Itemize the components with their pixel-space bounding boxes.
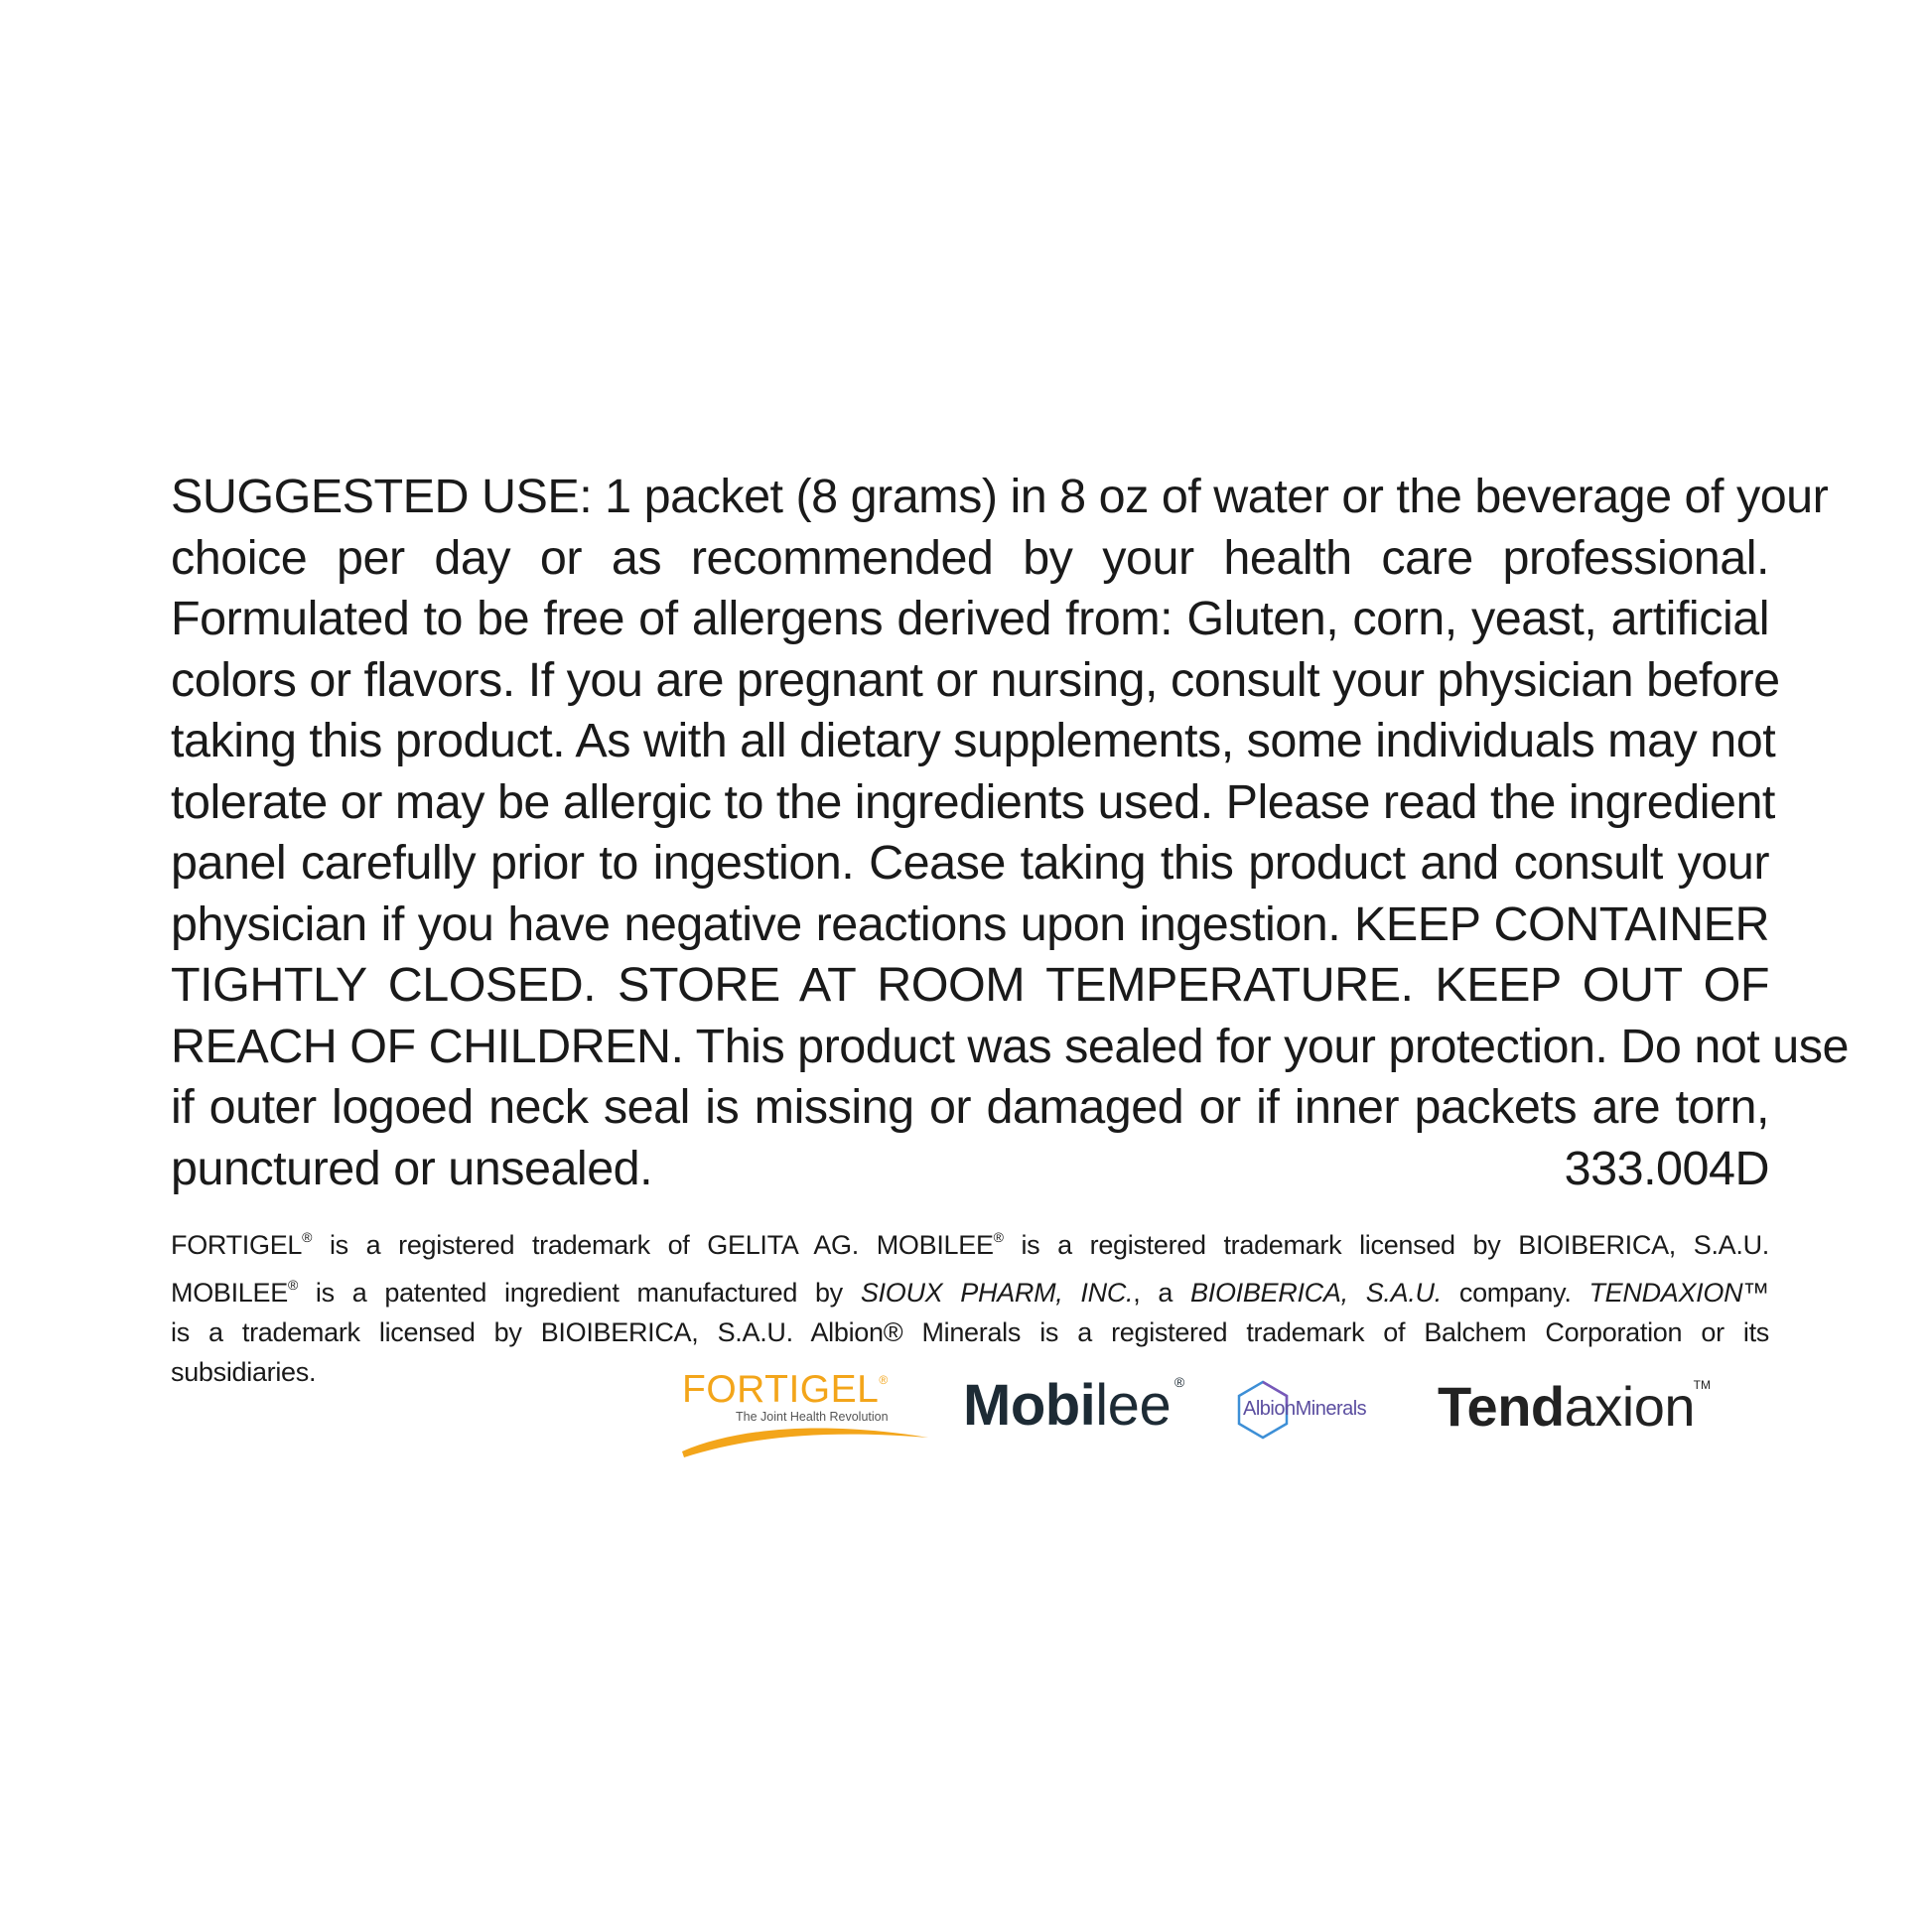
trademark-line-3: is a trademark licensed by BIOIBERICA, S.A.U. Albion® Minerals is a registered trademark of Balchem Corporation or its	[171, 1317, 1769, 1347]
last-line-text: punctured or unsealed.	[171, 1141, 653, 1195]
text-line: taking this product. As with all dietary supplements, some individuals may not	[171, 714, 1776, 767]
tendaxion-logo	[1438, 1374, 1711, 1439]
mobilee-reg-mark: ®	[1173, 1374, 1185, 1390]
albion-minerals-logo	[1233, 1378, 1402, 1442]
label-panel	[171, 467, 1849, 1392]
text-line: colors or flavors. If you are pregnant or nursing, consult your physician before	[171, 652, 1780, 707]
text-line: SUGGESTED USE: 1 packet (8 grams) in 8 oz of water or the beverage of your	[171, 470, 1829, 523]
text-line: physician if you have negative reactions upon ingestion. KEEP CONTAINER	[171, 897, 1769, 951]
mobilee-logo	[963, 1372, 1185, 1439]
product-code: 333.004D	[1564, 1141, 1769, 1195]
text-line-last	[171, 1139, 1769, 1200]
trademark-line-2: MOBILEE® is a patented ingredient manufactured by SIOUX PHARM, INC., a BIOIBERICA, S.A.U. company. TENDAXION™	[171, 1277, 1769, 1308]
tendaxion-wordmark: Tendaxion	[1438, 1375, 1695, 1438]
text-line: TIGHTLY CLOSED. STORE AT ROOM TEMPERATURE. KEEP OUT OF	[171, 958, 1769, 1012]
text-line: Formulated to be free of allergens derived from: Gluten, corn, yeast, artificial	[171, 592, 1769, 645]
trademark-line-1: FORTIGEL® is a registered trademark of GELITA AG. MOBILEE® is a registered trademark licensed by BIOIBERICA, S.A.U.	[171, 1229, 1769, 1260]
albion-wordmark: AlbionMinerals	[1243, 1398, 1367, 1420]
fortigel-tagline: The Joint Health Revolution	[736, 1410, 889, 1424]
fortigel-wordmark: FORTIGEL®	[682, 1368, 889, 1411]
fortigel-logo	[682, 1370, 930, 1459]
suggested-use-text	[171, 467, 1849, 1199]
tendaxion-tm-mark: TM	[1693, 1378, 1711, 1392]
trademark-notice	[171, 1217, 1769, 1392]
text-line: choice per day or as recommended by your health care professional.	[171, 530, 1769, 585]
text-line: tolerate or may be allergic to the ingredients used. Please read the ingredient	[171, 774, 1775, 829]
text-line: REACH OF CHILDREN. This product was sealed for your protection. Do not use	[171, 1019, 1849, 1073]
text-line: if outer logoed neck seal is missing or damaged or if inner packets are torn,	[171, 1080, 1769, 1134]
text-line: panel carefully prior to ingestion. Cease taking this product and consult your	[171, 836, 1769, 890]
mobilee-wordmark: Mobilee	[963, 1373, 1172, 1438]
brand-logos	[675, 1370, 1777, 1469]
trademark-line-4: subsidiaries.	[171, 1357, 317, 1387]
swoosh-icon	[682, 1420, 930, 1459]
